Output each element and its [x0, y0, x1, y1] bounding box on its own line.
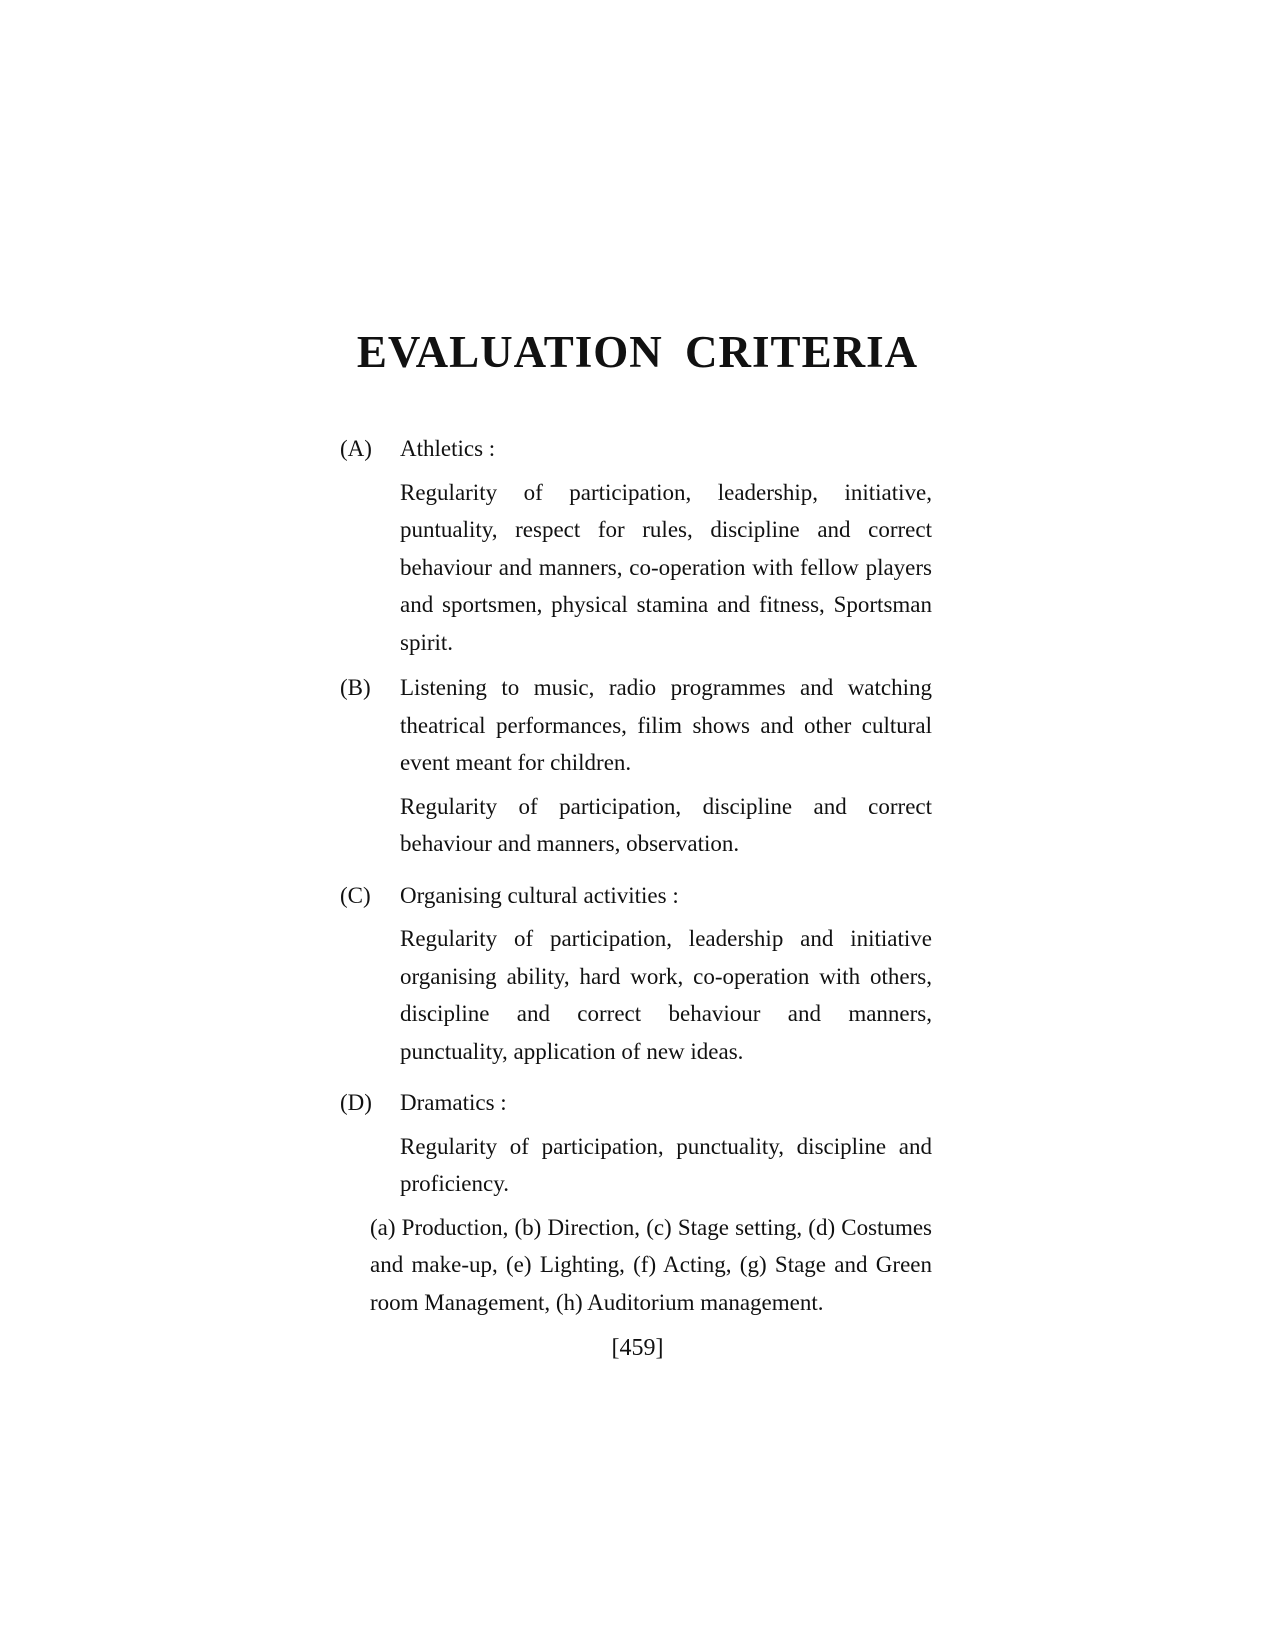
criteria-section-b [340, 669, 932, 863]
section-heading-row [340, 877, 932, 915]
section-heading: Listening to music, radio programmes and watching theatrical performances, filim shows and other cultural event meant for children. [400, 675, 932, 775]
section-description: Regularity of participation, leadership, initiative, puntuality, respect for rules, discipline and correct behaviour and manners, co-operation with fellow players and sportsmen, physical stamina and fitness, Sportsman spirit. [400, 479, 932, 655]
section-marker: (A) [340, 436, 372, 461]
dramatics-sub-list: (a) Production, (b) Direction, (c) Stage setting, (d) Costumes and make-up, (e) Lighting, (f) Acting, (g) Stage and Green room Management, (h) Auditorium management. [370, 1214, 932, 1315]
page-number: [459] [611, 1335, 664, 1361]
section-description: Regularity of participation, leadership and initiative organising ability, hard work, co-operation with others, discipline and correct behaviour and manners, punctuality, application of new ideas. [400, 926, 932, 1064]
section-heading: Organising cultural activities : [400, 882, 679, 908]
section-heading: Athletics : [400, 436, 496, 461]
section-heading-row [340, 669, 932, 782]
criteria-section-c [340, 877, 932, 1071]
section-marker: (C) [340, 882, 371, 908]
section-marker: (B) [340, 675, 371, 700]
criteria-section-d [340, 1084, 932, 1321]
section-marker: (D) [340, 1090, 372, 1115]
section-heading: Dramatics : [400, 1090, 507, 1115]
section-description: Regularity of participation, punctuality, discipline and proficiency. [400, 1133, 932, 1196]
page-title: EVALUATION CRITERIA [356, 327, 919, 377]
criteria-section-a [340, 430, 932, 661]
section-description: Regularity of participation, discipline and correct behaviour and manners, observation. [400, 793, 932, 856]
section-heading-row [340, 1084, 932, 1122]
criteria-list [340, 430, 932, 1321]
section-heading-row [340, 430, 932, 468]
